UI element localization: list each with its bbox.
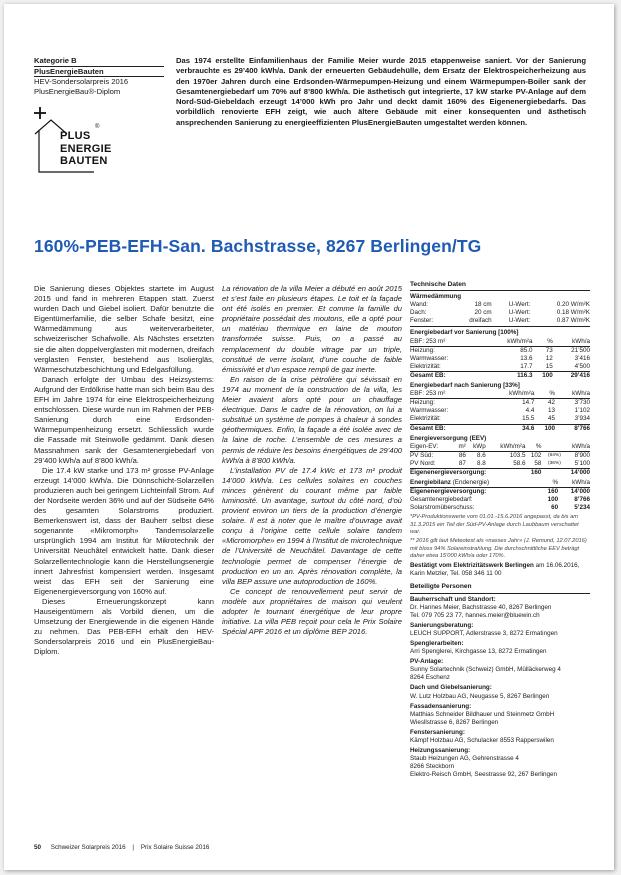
cell: 14’000	[561, 468, 590, 477]
entry-line: Sunny Solartechnik (Schweiz) GmbH, Mülläckerweg 4	[410, 666, 561, 674]
french-paragraph: L’installation PV de 17.4 kWc et 173 m² produit 14’000 kWh/a. Les cellules solaires en couches minces génèrent du courant même par faible luminosité. Un avantage, surtout du côté nord, d’où provient environ un tiers de la production d’énergie solaire. Il est à noter que le maître d’ouvrage avait conçu à l’origine cette cellule solaire tandem «Micromorphe» en 1994 à l’Institut de microtechnique de l’Université de Neuchâtel. Davantage de cette technologie permet de compenser l’énergie de production en un an. Après rénovation complète, la villa BEP assure une autoproduction de 160%.	[222, 465, 402, 586]
cell: 100	[534, 424, 555, 433]
list-item	[410, 658, 590, 682]
french-paragraph: En raison de la crise pétrolière qui sévissait en 1974 au moment de la construction de la villa, les Meier avaient alors opté pour un chauffage électrique. Dans le cadre de la rénovation, on lui a substitué un système de pompes à chaleur à sondes géothermiques. Enfin, la façade a été isolée avec de la laine de roche. L’ensemble de ces mesures a permis de réduire les besoins énergétiques de 29’400 kWh/a à 8’800 kWh/a.	[222, 374, 402, 465]
entry-heading: Sanierungsberatung:	[410, 621, 474, 629]
german-paragraph: Die Sanierung dieses Objektes startete im August 2015 und fand in mehreren Etappen statt. Zuerst wurden Dach und Giebel isoliert. Dafür benutzte die Eigentümerfamilie, die selber Schafe besitzt, eine Wärmedämmung aus weiterverarbeiteter, schweizerischer Schafwolle. Als Nächstes ersetzten sie die alten doppelverglasten mit modernen, dreifach verglasten Fenster, bestehend aus Isoliergläs, Wärmeschutzbeschichtung und Edelgasfüllung.	[34, 284, 214, 374]
cell: 3’730	[574, 399, 590, 407]
table-row	[410, 460, 590, 469]
cell: 100	[533, 371, 553, 380]
cell: 8’766	[555, 424, 590, 433]
entry-line: Kämpf Holzbau AG, Schulacker 8553 Rapperswilen	[410, 737, 554, 744]
table-row	[410, 399, 590, 408]
cell: kWh/a	[555, 390, 590, 399]
intro-summary: Das 1974 erstellte Einfamilienhaus der Familie Meier wurde 2015 etappenweise saniert. Vor der Sanierung verbrauchte es 29’400 kWh/a. Dank der erneuerten Gebäudehülle, dem Ersatz der Elektrospeicherheizung aus den 1970er Jahren durch eine Erdsonden-Wärmepumpen-Heizung und einem Wärmepumpen-Boiler sank der Gesamtenergiebedarf um 70% auf 8’800 kWh/a. Die ästhetisch gut integrierte, 17 kW starke PV-Anlage auf dem Nord-Süd-Giebeldach erzeugt 14’000 kWh pro Jahr und deckt damit 160% des Eigenenergiebedarfs. Das vorbildlich renovierte EFH zeigt, wie auch ältere Gebäude mit einer konsequenten und ästhetisch ansprechenden Sanierung zu energieeffizienten PlusEnergieBauten umgestaltet werden können.	[176, 56, 586, 127]
cell: 3’934	[574, 415, 590, 423]
cell: 102	[530, 451, 542, 459]
entry-line: Elektro-Reisch GmbH, Seestrasse 92, 267 Berlingen	[410, 771, 557, 779]
cell: kWh/a	[553, 338, 590, 347]
cell: 13	[547, 407, 555, 415]
footnote: ** 2016 gilt laut Meteotest als «nasses Jahr» (J. Remund, 12.07.2016) mit bloss 94% Solareinstrahlung. Die durchschnittliche EEV beträgt daher etwa 15’000 kWh/a oder 170%.	[410, 538, 587, 559]
entry-heading: Fenstersanierung:	[410, 728, 465, 736]
german-paragraph: Danach erfolgte der Umbau des Heizsystems: Aufgrund der Erdölkrise hatte man sich beim Bau des EFH im Jahre 1974 für eine Elektrospeicherheizung entschlossen. Diese wurde nun im Rahmen der PEB-Sanierung durch eine Erdsonden-Wärmepumpenheizung ersetzt. Schliesslich wurde die Fassade mit Steinwolle gedämmt. Dank diesen Massnahmen sank der Gesamtenergiebedarf von 29’400 kWh/a auf 8’800 kWh/a.	[34, 374, 214, 465]
cell: Eigenenergieversorgung:	[410, 468, 526, 477]
logo-line-plus: PLUS	[60, 130, 91, 142]
table-total-row	[410, 468, 590, 477]
cell: Solarstromüberschuss:	[410, 504, 475, 512]
insulation-title: Wärmedämmung	[410, 293, 462, 301]
cell: Warmwasser:	[410, 407, 449, 415]
cell: dreifach	[469, 317, 492, 325]
category-label: Kategorie B	[34, 56, 77, 65]
before-title: Energiebedarf vor Sanierung [100%]	[410, 329, 519, 337]
entry-line: Wiesllstrasse 6, 8267 Berlingen	[410, 718, 499, 726]
cell: kWh/a	[561, 443, 590, 452]
confirmation	[410, 562, 590, 578]
cell: Eigen-EV:	[410, 443, 454, 452]
table-header-row	[410, 479, 590, 488]
cell: Elektrizität:	[410, 362, 441, 370]
cell: EBF: 253 m²	[410, 338, 484, 347]
supply-table	[410, 443, 590, 477]
cell: 45	[547, 415, 555, 423]
table-row	[410, 317, 590, 325]
entry-line: Staub Heizungen AG, Gehrenstrasse 4	[410, 755, 519, 763]
cell: 4.4	[525, 407, 535, 415]
cell: 0.20 W/m²K	[556, 301, 590, 309]
cell: 87	[458, 459, 466, 467]
footer-right-text: Prix Solaire Suisse 2016	[140, 844, 210, 851]
balance-table	[410, 479, 590, 512]
cell: Wand:	[410, 301, 428, 309]
cell: %	[533, 338, 553, 347]
list-item	[410, 684, 590, 700]
list-item	[410, 703, 590, 727]
cell: %	[541, 479, 558, 488]
cell: kWp	[466, 443, 486, 452]
after-table	[410, 390, 590, 432]
cell: 17.7	[520, 362, 533, 370]
cell: 14’000	[570, 488, 590, 496]
entry-heading: Spenglerarbeiten:	[410, 639, 464, 647]
german-paragraph: Die 17.4 kW starke und 173 m² grosse PV-Anlage erzeugt 14’000 kWh/a. Die Dünnschicht-Solarzellen produzieren auch bei geringem Lichteinfall Strom. Auf der Nordseite werden 36% und auf der Südseite 64% des gesamten Solarstroms produziert. Bemerkenswert ist, dass der Bauherr selbst diese sogenannte «Mikromorph» Tandemsolarzelle ursprünglich 1994 am Institut für Mikrotechnik der Universität Neuchâtel entwickelt hatte. Dank dieser Solarzellentechnologie kann die Herstellungsenergie innert Jahresfrist kompensiert werden. Insgesamt weist das EFH seit der Sanierung eine Eigenenergieversorgung von 160% auf.	[34, 465, 214, 596]
entry-heading: Heizungssanierung:	[410, 747, 471, 755]
cell: (36%)	[548, 460, 561, 466]
page-footer	[34, 844, 209, 851]
cell: (64%)	[548, 452, 561, 458]
confirmation-title: Bestätigt vom Elektrizitätswerk Berlingen	[410, 562, 534, 570]
cell: Dach:	[410, 309, 427, 317]
cell: 160	[547, 488, 559, 496]
cell: 8’766	[574, 496, 590, 504]
table-header-row	[410, 338, 590, 347]
german-paragraph: Dieses Erneuerungskonzept kann Hauseigentümern als Vorbild dienen, um die Umsetzung der Energiewende in die eigenen Hände zu nehmen. Das PEB-EFH erhält den HEV-Sondersolarpreis 2016 und ein PlusEnergieBau-Diplom.	[34, 596, 214, 657]
cell: 100	[547, 496, 559, 504]
cell: Eigenenergieversorgung:	[410, 488, 487, 496]
cell: PV Süd:	[410, 451, 434, 459]
cell: Heizung:	[410, 346, 435, 354]
cell: 34.6	[485, 424, 534, 433]
cell: m²	[454, 443, 466, 452]
french-text-column	[222, 284, 402, 637]
tech-title: Technische Daten	[410, 281, 590, 291]
table-header-row	[410, 390, 590, 399]
award-label: HEV-Sondersolarpreis 2016	[34, 77, 129, 87]
cell: kWh/a	[558, 479, 590, 488]
list-item	[410, 640, 590, 656]
french-paragraph: La rénovation de la villa Meier a débuté en août 2015 et s’est faite en plusieurs étapes. Le toit et la façade ont été isolés en premier. Et comme la famille du propriétaire possédait des moutons, elle a opté pour un matériau thermique en laine de mouton transformée suisse. Puis, on a passé au remplacement du double vitrage par un triple, constitué de verre isolant, d’une couche de faible émissivité et d’un espace rempli de gaz inerte.	[222, 284, 402, 374]
cell: 116.3	[484, 371, 533, 380]
list-item	[410, 747, 590, 779]
cell: 20 cm	[474, 309, 492, 317]
cell: 85.0	[520, 346, 533, 354]
divider	[410, 326, 590, 327]
cell: %	[526, 443, 542, 452]
insulation-table	[410, 301, 590, 325]
balance-title-text: Energiebilanz	[410, 479, 451, 487]
cell: kWh/m²a	[485, 390, 534, 399]
cell: U-Wert:	[508, 309, 531, 317]
after-title: Energiebedarf nach Sanierung [33%]	[410, 382, 520, 390]
cell: U-Wert:	[508, 317, 531, 325]
technical-data-column	[410, 281, 590, 779]
table-row	[410, 346, 590, 355]
cell: 5’234	[574, 504, 590, 512]
diploma-label: PlusEnergieBau®-Diplom	[34, 86, 121, 96]
list-item	[410, 622, 590, 638]
category-block	[34, 56, 164, 96]
document-page	[4, 4, 614, 870]
cell: 58	[534, 459, 542, 467]
entry-line: 8264 Eschenz	[410, 674, 450, 682]
table-row	[410, 355, 590, 363]
cell: U-Wert:	[508, 301, 531, 309]
cell: 0.87 W/m²K	[556, 317, 590, 325]
cell: Gesamt EB:	[410, 371, 484, 380]
table-row	[410, 504, 590, 512]
entry-line: Tel. 079 705 23 77, hannes.meier@bluewin.ch	[410, 611, 540, 619]
logo-registered-mark: ®	[95, 124, 100, 130]
cell: %	[534, 390, 555, 399]
cell: kWh/m²a	[486, 443, 526, 452]
table-row	[410, 301, 590, 309]
footnote: *PV-Produktionswerte vom 01.01.-15.6.2016 angepasst, da bis am 31.3.2015 ein Teil der Süd-PV-Anlage durch Laubbaum verschattet war.	[410, 514, 579, 536]
list-item	[410, 596, 590, 620]
cell: 21’500	[571, 346, 590, 354]
entry-line: 8266 Steckborn	[410, 763, 455, 771]
table-total-row	[410, 371, 590, 380]
cell: 13.6	[520, 354, 533, 362]
table-header-row	[410, 443, 590, 452]
persons-title: Beteiligte Personen	[410, 583, 590, 593]
cell: 160	[526, 468, 542, 477]
table-row	[410, 415, 590, 424]
entry-heading: PV-Anlage:	[410, 658, 444, 666]
cell: Warmwasser:	[410, 354, 449, 362]
footer-separator: |	[132, 844, 135, 851]
cell: 29’416	[553, 371, 590, 380]
entry-line: Arri Spenglerei, Kirchgasse 13, 8272 Ermatingen	[410, 648, 547, 656]
cell: 12	[545, 354, 553, 362]
cell: 42	[547, 399, 555, 407]
cell: 15.5	[522, 415, 535, 423]
category-name: PlusEnergieBauten	[34, 66, 104, 76]
table-row	[410, 309, 590, 317]
cell: 1’102	[574, 407, 590, 415]
cell: Elektrizität:	[410, 415, 441, 423]
cell: EBF: 253 m²	[410, 390, 485, 399]
cell: kWh/m²a	[484, 338, 533, 347]
cell: 103.5	[509, 451, 526, 459]
cell: 3’416	[574, 354, 590, 362]
table-row	[410, 488, 590, 497]
cell: PV Nord:	[410, 459, 436, 467]
table-total-row	[410, 424, 590, 433]
cell: 14.7	[522, 399, 535, 407]
balance-title-suffix: (Endenergie)	[452, 479, 490, 487]
entry-line: Dr. Hannes Meier, Bachstrasse 40, 8267 Berlingen	[410, 603, 552, 611]
entry-line: Matthias Schneider Bildhauer und Steinmetz GmbH	[410, 710, 555, 718]
cell: 8’900	[574, 451, 590, 459]
cell: Heizung:	[410, 399, 435, 407]
cell: 8.6	[476, 451, 486, 459]
table-row	[410, 363, 590, 372]
french-paragraph: Ce concept de renouvellement peut servir de modèle aux propriétaires de maison qui veulent adopter le tournant énergétique de leur propre initiative. La villa PEB reçoit pour cela le Prix Solaire Spécial APF 2016 et un diplôme BEP 2016.	[222, 586, 402, 637]
cell: 60	[551, 504, 559, 512]
cell: 73	[545, 346, 553, 354]
before-table	[410, 338, 590, 380]
entry-line: LEUCH SUPPORT, Adlerstrasse 3, 8272 Ermatingen	[410, 629, 558, 637]
cell: Fenster:	[410, 317, 434, 325]
table-row	[410, 407, 590, 415]
entry-heading: Bauherrschaft und Standort:	[410, 595, 496, 603]
page-number: 50	[34, 844, 42, 851]
logo-line-energie: ENERGIE	[60, 142, 112, 155]
persons-section	[410, 583, 590, 779]
cell: Gesamt EB:	[410, 424, 485, 433]
page-title: 160%-PEB-EFH-San. Bachstrasse, 8267 Berlingen/TG	[34, 236, 482, 256]
cell: 4’500	[574, 362, 590, 370]
balance-title	[410, 479, 541, 488]
cell: 0.18 W/m²K	[556, 309, 590, 317]
list-item	[410, 729, 590, 745]
logo-line-bauten: BAUTEN	[60, 155, 108, 167]
entry-heading: Fassadensanierung:	[410, 702, 472, 710]
cell: 58.6	[513, 459, 526, 467]
cell: Gesamtenergiebedarf:	[410, 496, 473, 504]
table-row	[410, 496, 590, 504]
cell: 5’100	[574, 459, 590, 467]
cell: 18 cm	[474, 301, 492, 309]
table-row	[410, 451, 590, 460]
entry-heading: Dach und Giebelsanierung:	[410, 684, 492, 692]
entry-line: W. Lutz Holzbau AG, Neugasse 5, 8267 Berlingen	[410, 692, 550, 700]
cell: 86	[458, 451, 466, 459]
logo-wordmark	[60, 130, 112, 168]
german-text-column	[34, 284, 214, 657]
footer-left-text: Schweizer Solarpreis 2016	[50, 844, 126, 851]
cell: 15	[545, 362, 553, 370]
confirmation-text: am 16.06.2016, Karin Metzler, Tel. 058 346 11 00	[410, 562, 580, 578]
cell: 8.8	[476, 459, 486, 467]
supply-title: Energieversorgung (EEV)	[410, 434, 487, 442]
